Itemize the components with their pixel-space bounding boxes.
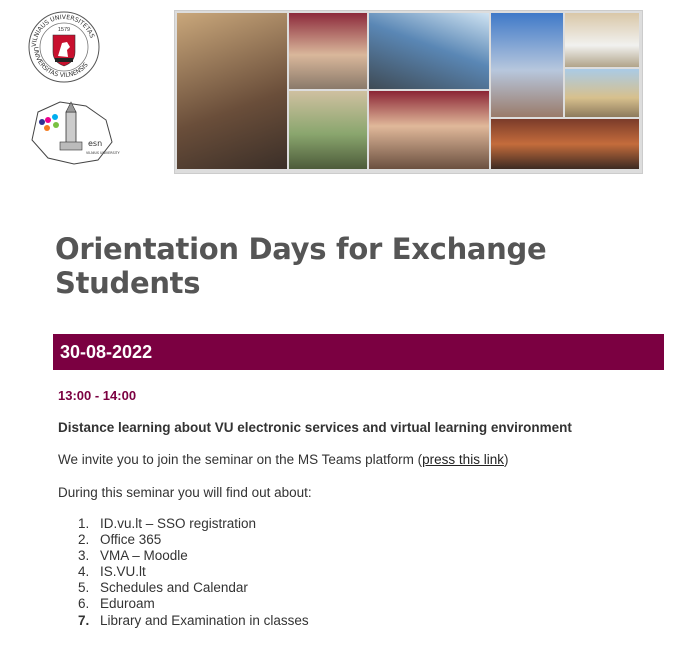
- list-item: [78, 596, 309, 612]
- svg-text:VILNIUS UNIVERSITY: VILNIUS UNIVERSITY: [86, 151, 120, 155]
- item-number: 5.: [78, 580, 90, 596]
- photo-library: [491, 119, 639, 169]
- photo-child-robe: [565, 13, 639, 67]
- svg-text:esn: esn: [88, 139, 103, 148]
- university-seal-logo: [27, 10, 101, 84]
- photo-collage: [174, 10, 643, 174]
- item-text: Schedules and Calendar: [100, 580, 248, 596]
- list-item: [78, 564, 309, 580]
- page-title: Orientation Days for Exchange Students: [55, 232, 547, 300]
- svg-text:1579: 1579: [57, 27, 71, 33]
- item-text: ID.vu.lt – SSO registration: [100, 516, 257, 531]
- date-banner: [53, 334, 664, 370]
- list-item: [78, 580, 309, 596]
- item-text: Office 365: [100, 532, 162, 548]
- time-slot: 13:00 - 14:00: [58, 388, 137, 403]
- photo-building-sky: [369, 13, 489, 89]
- item-text: Eduroam: [100, 596, 155, 612]
- list-item: [78, 516, 309, 532]
- photo-graduates: [369, 91, 489, 169]
- session-title: Distance learning about VU electronic services and virtual learning environment: [58, 420, 572, 435]
- item-text: Library and Examination in classes: [100, 612, 309, 628]
- topics-list: [78, 516, 309, 629]
- item-number: 1.: [78, 516, 90, 531]
- photo-classroom: [177, 13, 287, 169]
- photo-student-cap: [289, 13, 367, 89]
- item-number: 3.: [78, 548, 90, 564]
- photo-church-tower: [491, 13, 563, 117]
- ms-teams-link[interactable]: press this link: [422, 452, 504, 467]
- item-number: 2.: [78, 532, 90, 548]
- item-number: 6.: [78, 596, 90, 612]
- invite-text-before: We invite you to join the seminar on the MS Teams platform (: [58, 452, 423, 467]
- photo-crowd-yard: [289, 91, 367, 169]
- svg-text:UNIVERSITAS VILNENSIS: UNIVERSITAS VILNENSIS: [31, 46, 90, 80]
- item-number: 7.: [78, 612, 90, 628]
- list-item: [78, 613, 309, 629]
- invite-text-after: ): [503, 452, 509, 467]
- invite-text: [58, 452, 508, 467]
- svg-text:VILNIAUS UNIVERSITETAS: VILNIAUS UNIVERSITETAS: [30, 13, 96, 48]
- item-text: VMA – Moodle: [100, 548, 188, 564]
- item-number: 4.: [78, 564, 90, 580]
- esn-vilnius-logo: [26, 98, 120, 168]
- photo-courtyard: [565, 69, 639, 117]
- list-item: [78, 548, 309, 564]
- date-label: 30-08-2022: [60, 342, 153, 362]
- item-text: IS.VU.lt: [100, 564, 146, 580]
- list-item: [78, 532, 309, 548]
- intro-text: During this seminar you will find out about:: [58, 485, 312, 500]
